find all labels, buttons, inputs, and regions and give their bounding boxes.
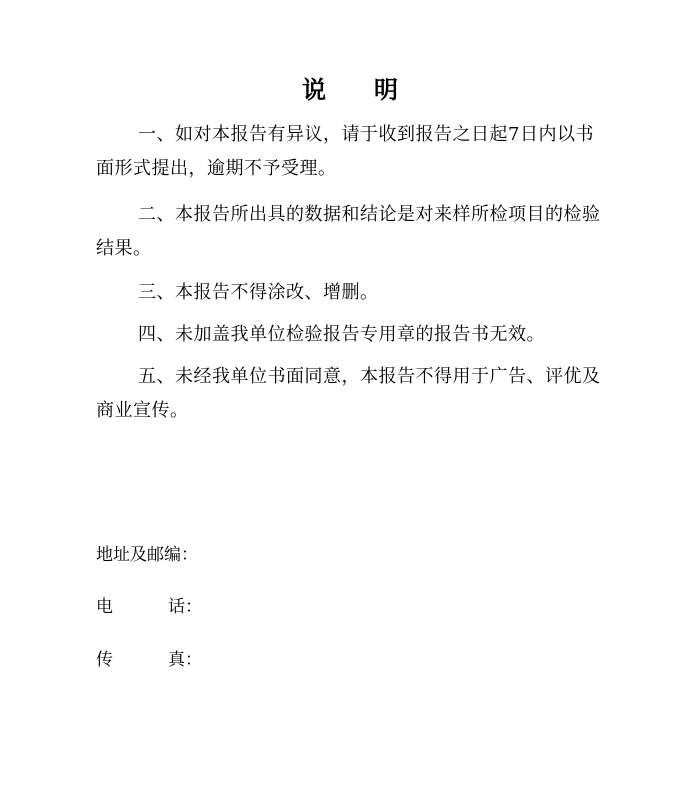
address-postcode-label: 地址及邮编： <box>96 545 198 565</box>
title-char-1: 说 <box>302 75 326 104</box>
title-char-2: 明 <box>374 75 398 104</box>
notice-item-5: 五、未经我单位书面同意，本报告不得用于广告、评优及商业宣传。 <box>96 366 601 421</box>
phone-label-char-1: 电 <box>96 597 113 617</box>
phone-label-char-2: 话： <box>168 597 202 617</box>
page-title <box>0 70 682 105</box>
phone-label <box>96 595 202 619</box>
notice-item-3: 三、本报告不得涂改、增删。 <box>138 282 379 303</box>
fax-label-char-1: 传 <box>96 650 113 670</box>
notice-item-1: 一、如对本报告有异议，请于收到报告之日起7日内以书面形式提出，逾期不予受理。 <box>96 124 594 179</box>
notice-item-2: 二、本报告所出具的数据和结论是对来样所检项目的检验结果。 <box>96 204 601 259</box>
notice-item-4: 四、未加盖我单位检验报告专用章的报告书无效。 <box>138 324 545 345</box>
fax-label <box>96 648 202 672</box>
fax-label-char-2: 真： <box>168 650 202 670</box>
